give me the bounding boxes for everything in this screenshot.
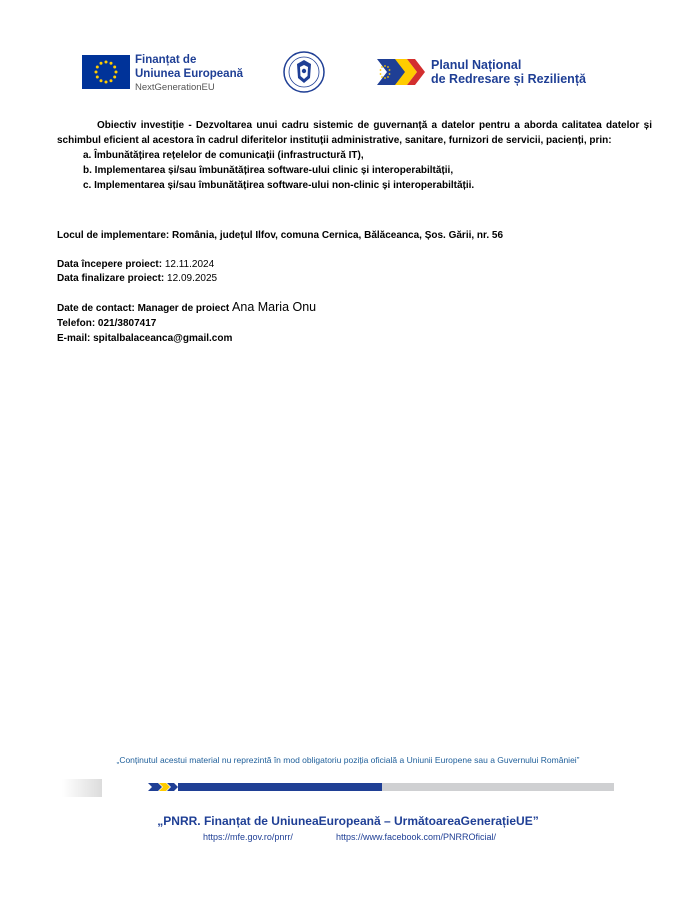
eu-line-3: NextGenerationEU bbox=[135, 82, 215, 93]
mfe-link[interactable]: https://mfe.gov.ro/pnrr/ bbox=[203, 832, 293, 842]
footer-band-blue bbox=[178, 783, 382, 791]
pnrr-slogan: „PNRR. Finanțat de UniuneaEuropeană – UrmătoareaGenerațieUE” bbox=[157, 814, 539, 828]
pnrr-line-2: de Redresare și Reziliență bbox=[431, 72, 586, 86]
project-dates bbox=[57, 258, 217, 286]
contact-email: E-mail: spitalbalaceanca@gmail.com bbox=[57, 333, 233, 344]
start-date-label: Data începere proiect: bbox=[57, 259, 163, 270]
disclaimer-text: „Conținutul acestui material nu reprezintă în mod obligatoriu poziția oficială a Uniunii Europene sau a Guvernului României” bbox=[116, 755, 580, 765]
objective-item-a: a. Îmbunătățirea rețelelor de comunicații (infrastructură IT), bbox=[83, 150, 364, 161]
implementation-location: Locul de implementare: România, județul Ilfov, comuna Cernica, Bălăceanca, Șos. Gării, nr. 56 bbox=[57, 230, 504, 241]
objective-section bbox=[57, 118, 652, 193]
facebook-link[interactable]: https://www.facebook.com/PNRROficial/ bbox=[336, 832, 497, 842]
footer-arrow-icon bbox=[148, 783, 178, 791]
eu-funding-text bbox=[135, 53, 243, 95]
contact-details bbox=[57, 300, 316, 346]
contact-label: Date de contact: Manager de proiect bbox=[57, 303, 230, 314]
footer-band-grey bbox=[382, 783, 614, 791]
objective-item-c: c. Implementarea și/sau îmbunătățirea software-ului non-clinic și interoperabiltății. bbox=[83, 180, 475, 191]
end-date-label: Data finalizare proiect: bbox=[57, 273, 165, 284]
eu-line-2: Uniunea Europeană bbox=[135, 68, 243, 80]
government-seal-icon bbox=[283, 50, 325, 94]
pnrr-title bbox=[431, 58, 586, 86]
footer-band-fade bbox=[62, 779, 102, 797]
start-date-value: 12.11.2024 bbox=[164, 259, 215, 270]
pnrr-logo-icon bbox=[377, 57, 427, 87]
contact-manager-name: Ana Maria Onu bbox=[232, 300, 317, 314]
end-date-value: 12.09.2025 bbox=[167, 273, 218, 284]
eu-flag-icon bbox=[82, 55, 130, 89]
eu-line-1: Finanțat de bbox=[135, 54, 197, 66]
footer-color-band bbox=[148, 783, 614, 791]
objective-text: Obiectiv investiție - Dezvoltarea unui cadru sistemic de guvernanță a datelor pentru a aborda calitatea datelor și schimbul eficient al acestora în cadrul diferitelor instituții administrative, sanitare, furnizori de servicii, pacienți, prin: bbox=[57, 120, 652, 146]
objective-item-b: b. Implementarea și/sau îmbunătățirea software-ului clinic și interoperabiltății, bbox=[83, 165, 454, 176]
pnrr-line-1: Planul Național bbox=[431, 58, 522, 72]
contact-phone: Telefon: 021/3807417 bbox=[57, 318, 157, 329]
